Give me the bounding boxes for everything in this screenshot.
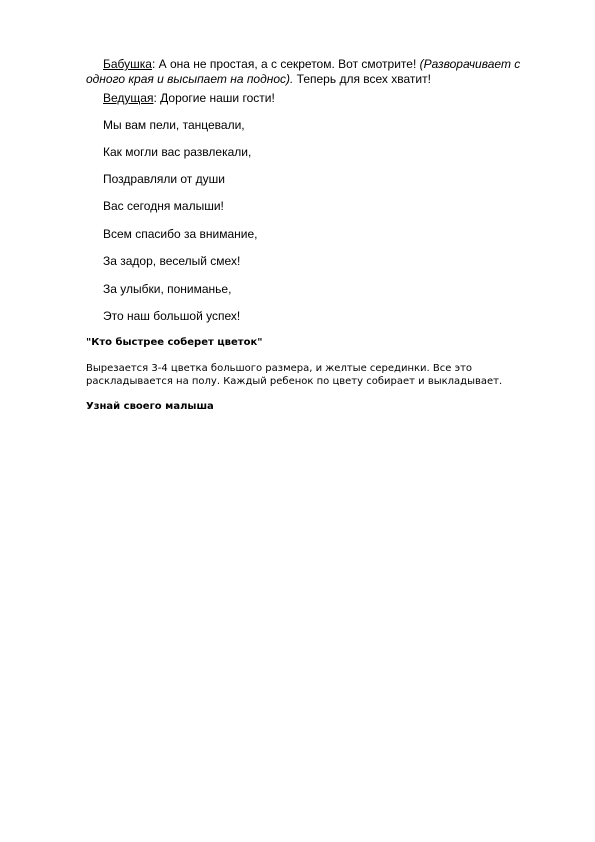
verse-line: Это наш большой успех! (103, 309, 241, 323)
game-title: "Кто быстрее соберет цветок" (86, 337, 263, 348)
verse-line: Как могли вас развлекали, (103, 145, 252, 159)
verse-line: За задор, веселый смех! (103, 254, 241, 268)
grandma-paragraph (86, 57, 556, 87)
host-line: : Дорогие наши гости! (153, 91, 275, 105)
game-description: Вырезается 3-4 цветка большого размера, и желтые серединки. Все это раскладывается на полу. Каждый ребенок по цвету собирает и выкладывает. (86, 363, 503, 387)
stage-direction: (Разворачивает с одного края и высыпает на поднос). (86, 57, 521, 86)
section-heading: Узнай своего малыша (86, 401, 214, 412)
speaker-grandma: Бабушка (103, 57, 152, 71)
verse-line: Всем спасибо за внимание, (103, 227, 258, 241)
verse-line: Вас сегодня малыши! (103, 199, 224, 213)
grandma-line: : А она не простая, а с секретом. Вот смотрите! (151, 57, 420, 71)
verse-line: Мы вам пели, танцевали, (103, 118, 245, 132)
verse-line: Поздравляли от души (103, 172, 225, 186)
verse-line: За улыбки, пониманье, (103, 282, 232, 296)
speaker-host: Ведущая (103, 91, 154, 105)
host-paragraph (103, 91, 275, 106)
grandma-line-end: Теперь для всех хватит! (293, 72, 431, 86)
